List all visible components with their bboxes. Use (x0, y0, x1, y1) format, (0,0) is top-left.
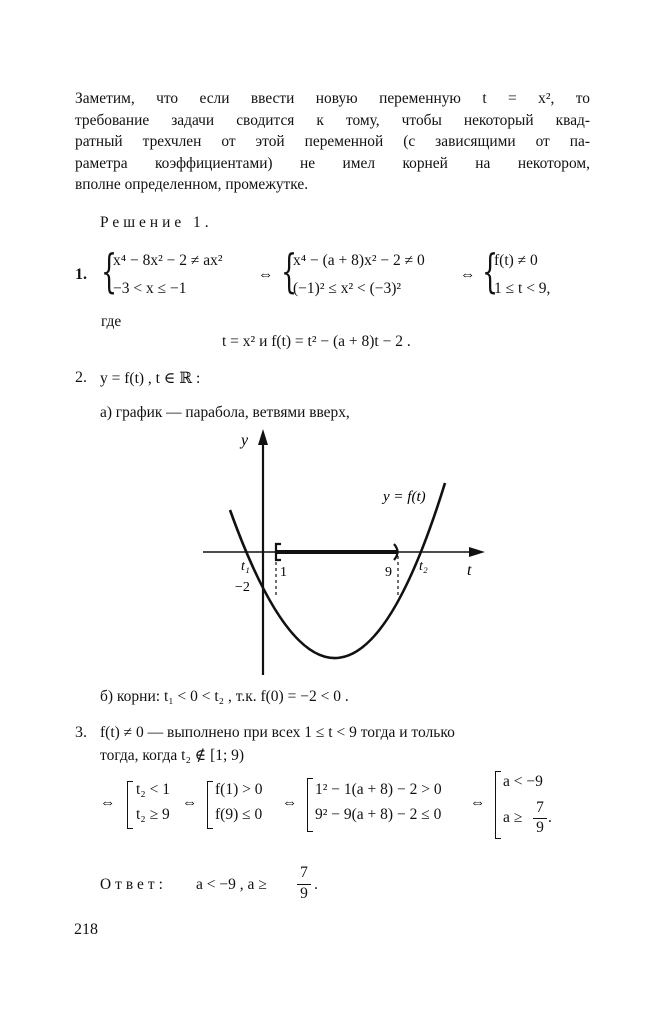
curve-label: y = f(t) (383, 489, 426, 505)
answer-text: a < −9 , a ≥ (196, 876, 267, 893)
system-brace: { (281, 244, 298, 298)
system-brace: { (482, 244, 499, 298)
t1-label: t₁ (241, 559, 250, 574)
set-bracket (307, 778, 313, 832)
system1-eq1: x⁴ − 8x² − 2 ≠ ax² (113, 252, 223, 269)
set4-end: . (548, 809, 552, 826)
intro-line: Заметим, что если ввести новую переменную t = x², то (75, 90, 590, 107)
t-axis-label: t (467, 562, 472, 579)
set-bracket (495, 771, 501, 839)
system3-eq1: f(t) ≠ 0 (494, 252, 538, 269)
step3-line1: f(t) ≠ 0 — выполнено при всех 1 ≤ t < 9 тогда и только (100, 724, 455, 741)
equivalence-arrow: ⇔ (100, 794, 116, 811)
step2-part-b: б) корни: t₁ < 0 < t₂ , т.к. f(0) = −2 < 0 . (100, 688, 349, 705)
system3-eq2: 1 ≤ t < 9, (494, 280, 551, 297)
answer-end: . (314, 876, 318, 893)
equivalence-arrow: ⇔ (460, 266, 476, 283)
set4-item1: a < −9 (503, 773, 543, 790)
step3-number: 3. (75, 724, 87, 741)
intro-line: вполне определенном, промежутке. (75, 176, 309, 193)
answer-fraction-denominator: 9 (300, 885, 308, 902)
step1-number: 1. (75, 266, 87, 283)
set1-item2: t₂ ≥ 9 (136, 806, 170, 823)
system2-eq1: x⁴ − (a + 8)x² − 2 ≠ 0 (293, 252, 425, 269)
t2-label: t₂ (419, 559, 428, 574)
answer-fraction-numerator: 7 (300, 864, 308, 881)
step2-number: 2. (75, 369, 87, 386)
parabola-graph (195, 425, 495, 680)
fraction-denominator: 9 (536, 819, 544, 836)
intro-line: раметра коэффициентами) не имел корней на некотором, (75, 154, 590, 172)
nine-label: 9 (385, 565, 392, 580)
answer-label: Ответ: (100, 876, 167, 893)
step3-line2: тогда, когда t₂ ∉ [1; 9) (100, 747, 245, 764)
solution-heading: Решение 1. (100, 214, 213, 231)
set2-item1: f(1) > 0 (215, 781, 263, 798)
set-bracket (207, 781, 213, 829)
set3-item2: 9² − 9(a + 8) − 2 ≤ 0 (315, 806, 442, 823)
intro-line: ратный трехчлен от этой переменной (с зависящими от па- (75, 133, 590, 150)
equivalence-arrow: ⇔ (258, 266, 274, 283)
intro-paragraph (75, 88, 590, 196)
equivalence-arrow: ⇔ (282, 794, 298, 811)
equivalence-arrow: ⇔ (470, 794, 486, 811)
set3-item1: 1² − 1(a + 8) − 2 > 0 (315, 781, 442, 798)
minus-two-label: −2 (235, 580, 250, 595)
system1-eq2: −3 < x ≤ −1 (113, 280, 187, 297)
set-bracket (127, 781, 133, 829)
set4-item2-prefix: a ≥ (503, 809, 523, 826)
equivalence-arrow: ⇔ (182, 794, 198, 811)
page-number: 218 (74, 921, 98, 938)
system2-eq2: (−1)² ≤ x² < (−3)² (293, 280, 402, 297)
set1-item1: t₂ < 1 (136, 781, 170, 798)
intro-line: требование задачи сводится к тому, чтобы некоторый квад- (75, 111, 590, 129)
system-brace: { (101, 244, 118, 298)
one-label: 1 (280, 565, 287, 580)
set2-item2: f(9) ≤ 0 (215, 806, 263, 823)
t-axis-arrow (469, 547, 485, 557)
step2-formula: y = f(t) , t ∈ ℝ : (100, 370, 201, 387)
y-axis-arrow (258, 429, 268, 445)
fraction-numerator: 7 (536, 799, 544, 816)
definition-formula: t = x² и f(t) = t² − (a + 8)t − 2 . (222, 333, 411, 350)
step2-part-a: а) график — парабола, ветвями вверх, (100, 404, 350, 421)
y-axis-label: y (241, 432, 249, 449)
where-label: где (101, 313, 122, 330)
